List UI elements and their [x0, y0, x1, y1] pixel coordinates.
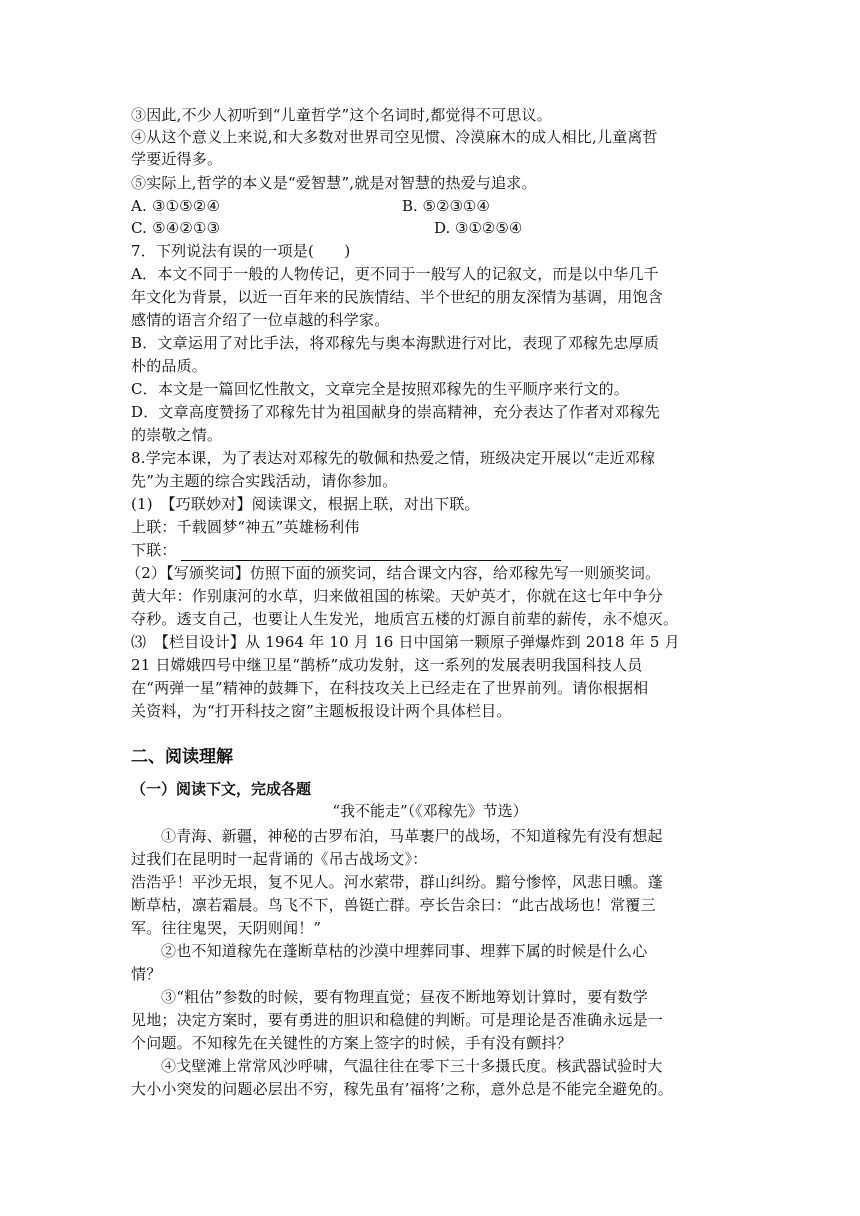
q7-option-c: C．本文是一篇回忆性散文，文章完全是按照邓稼先的生平顺序来行文的。 [131, 380, 630, 398]
q7-stem: 7．下列说法有误的一项是( ) [131, 242, 351, 260]
passage-p4-line2: 大小小突发的问题必层出不穷，稼先虽有’福将’之称，意外总是不能完全避免的。 [131, 1080, 673, 1098]
q7-option-a-line3: 感情的语言介绍了一位卓越的科学家。 [131, 311, 390, 329]
passage-p4-line1: ④戈壁滩上常常风沙呼啸，气温往往在零下三十多摄氏度。核武器试验时大 [161, 1057, 663, 1075]
passage-p2-line1: ②也不知道稼先在蓬断草枯的沙漠中埋葬同事、埋葬下属的时候是什么心 [161, 942, 648, 960]
passage-quote-line2: 断草枯，凛若霜晨。鸟飞不下，兽铤亡群。亭长告余曰：“此古战场也！常覆三 [131, 896, 656, 914]
passage-p3-line2: 见地；决定方案时，要有勇进的胆识和稳健的判断。可是理论是否准确永远是一 [131, 1011, 664, 1029]
q8-upper-couplet: 上联：千载圆梦“神五”英雄杨利伟 [131, 518, 360, 536]
q6-sentence-4-cont: 学要近得多。 [131, 150, 223, 168]
q8-part3-line1: ⑶ 【栏目设计】从 1964 年 10 月 16 日中国第一颗原子弹爆炸到 2018 年 5 月 [131, 633, 680, 651]
q6-sentence-3: ③因此,不少人初听到“儿童哲学”这个名词时,都觉得不可思议。 [131, 106, 552, 124]
passage-quote-line1: 浩浩乎！平沙无垠，复不见人。河水萦带，群山纠纷。黯兮惨悴，风悲日曛。蓬 [131, 873, 664, 891]
q7-option-b-line1: B．文章运用了对比手法，将邓稼先与奥本海默进行对比，表现了邓稼先忠厚质 [131, 334, 660, 352]
q8-part3-line3: 在“两弹一星”精神的鼓舞下，在科技攻关上已经走在了世界前列。请你根据相 [131, 679, 649, 697]
q7-option-a-line2: 年文化为背景，以近一百年来的民族情结、半个世纪的朋友深情为基调，用饱含 [131, 288, 664, 306]
q8-part3-line2: 21 日嫦娥四号中继卫星“鹊桥”成功发射，这一系列的发展表明我国科技人员 [131, 656, 643, 674]
q7-option-d-line2: 的崇敬之情。 [131, 426, 223, 444]
section-heading: 二、阅读理解 [131, 747, 233, 767]
passage-p1-line1: ①青海、新疆，神秘的古罗布泊，马革裹尸的战场，不知道稼先有没有想起 [161, 827, 663, 845]
q8-part2-line2: 黄大年：作别康河的水草，归来做祖国的栋梁。天妒英才，你就在这七年中争分 [131, 587, 664, 605]
passage-title: “我不能走”（《邓稼先》节选） [332, 802, 528, 820]
q7-option-d-line1: D．文章高度赞扬了邓稼先甘为祖国献身的崇高精神，充分表达了作者对邓稼先 [131, 403, 661, 421]
q6-option-a: A. ③①⑤②④ [131, 197, 221, 215]
passage-p1-line2: 过我们在昆明时一起背诵的《吊古战场文》： [131, 850, 428, 868]
q8-part2-line1: （2）【写颁奖词】仿照下面的颁奖词，结合课文内容，给邓稼先写一则颁奖词。 [126, 564, 661, 582]
q7-option-a-line1: A．本文不同于一般的人物传记，更不同于一般写人的记叙文，而是以中华几千 [131, 265, 659, 283]
passage-p3-line3: 个问题。不知稼先在关键性的方案上签字的时候，手有没有颤抖？ [131, 1034, 572, 1052]
q8-part2-line3: 夺秒。透支自己，也要让人生发光，地质宫五楼的灯源自前辈的薪传，永不熄灭。 [131, 610, 679, 628]
q7-option-b-line2: 朴的品质。 [131, 357, 208, 375]
q8-stem-line2: 先”为主题的综合实践活动，请你参加。 [131, 472, 398, 490]
q6-sentence-5: ⑤实际上,哲学的本义是“爱智慧”,就是对智慧的热爱与追求。 [131, 174, 537, 192]
section-subheading: （一）阅读下文，完成各题 [131, 780, 312, 798]
passage-quote-line3: 军。往往鬼哭，天阴则闻！” [131, 919, 322, 937]
passage-p2-line2: 情？ [131, 965, 162, 983]
q8-part1: (1) 【巧联妙对】阅读课文，根据上联，对出下联。 [131, 495, 480, 513]
q6-sentence-4: ④从这个意义上来说,和大多数对世界司空见惯、冷漠麻木的成人相比,儿童离哲 [131, 128, 658, 146]
answer-blank[interactable] [181, 544, 561, 561]
q8-stem-line1: 8.学完本课，为了表达对邓稼先的敬佩和热爱之情，班级决定开展以“走近邓稼 [131, 449, 656, 467]
q6-option-d: D. ③①②⑤④ [434, 219, 523, 237]
q6-option-c: C. ⑤④②①③ [131, 219, 221, 237]
lower-couplet-label: 下联： [131, 541, 177, 559]
q8-part3-line4: 关资料，为“打开科技之窗”主题板报设计两个具体栏目。 [131, 702, 512, 720]
q8-lower-couplet [131, 539, 731, 561]
passage-p3-line1: ③“粗估”参数的时候，要有物理直觉；昼夜不断地筹划计算时，要有数学 [161, 988, 648, 1006]
q6-option-b: B. ⑤②③①④ [402, 197, 490, 215]
